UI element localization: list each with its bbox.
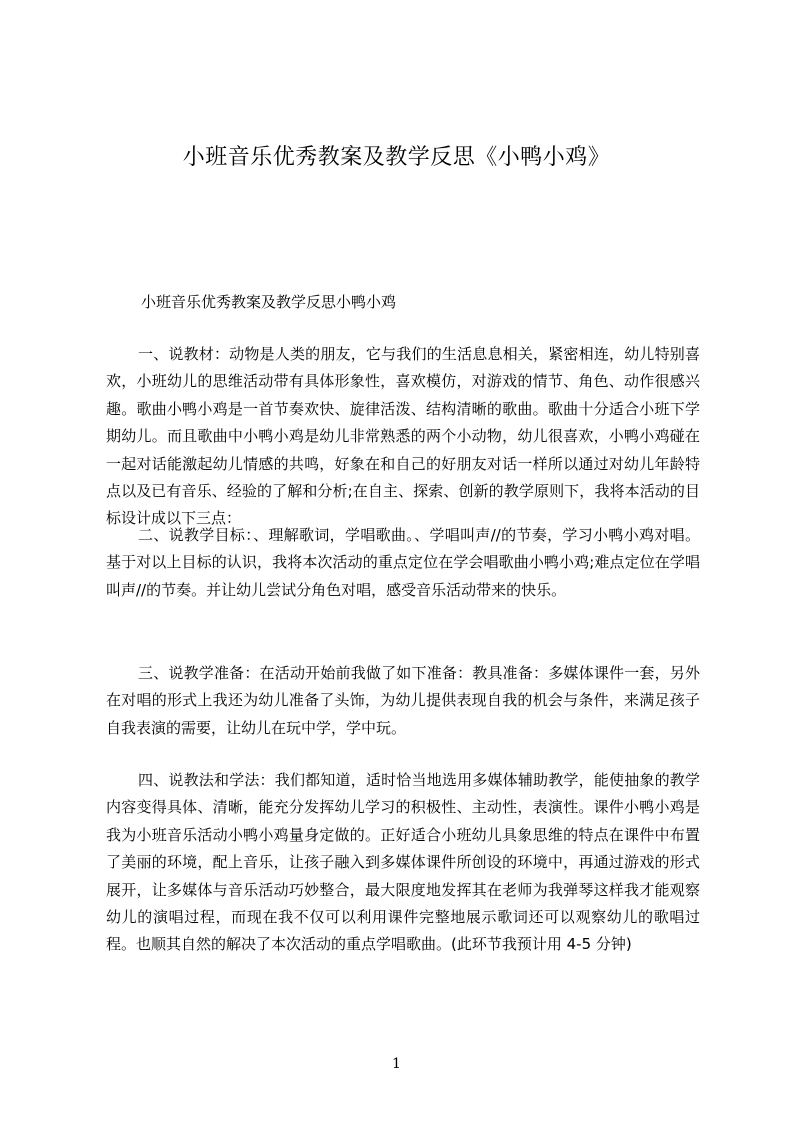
paragraph-teaching-preparation: 三、说教学准备：在活动开始前我做了如下准备：教具准备：多媒体课件一套，另外在对唱的形式上我还为幼儿准备了头饰，为幼儿提供表现自我的机会与条件，来满足孩子自我表演的需要，让幼儿在玩中学，学中玩。 xyxy=(106,664,700,737)
paragraph-teaching-goals: 二、说教学目标：、理解歌词，学唱歌曲。、学唱叫声//的节奏，学习小鸭小鸡对唱。基于对以上目标的认识，我将本次活动的重点定位在学会唱歌曲小鸭小鸡;难点定位在学唱叫声//的节奏。并让幼儿尝试分角色对唱，感受音乐活动带来的快乐。 xyxy=(106,526,700,599)
document-subtitle: 小班音乐优秀教案及教学反思小鸭小鸡 xyxy=(141,293,397,311)
page-number: 1 xyxy=(392,1056,401,1072)
paragraph-teaching-methods: 四、说教法和学法：我们都知道，适时恰当地选用多媒体辅助教学，能使抽象的教学内容变得具体、清晰，能充分发挥幼儿学习的积极性、主动性，表演性。课件小鸭小鸡是我为小班音乐活动小鸭小鸡量身定做的。正好适合小班幼儿具象思维的特点在课件中布置了美丽的环境，配上音乐，让孩子融入到多媒体课件所创设的环境中，再通过游戏的形式展开，让多媒体与音乐活动巧妙整合，最大限度地发挥其在老师为我弹琴这样我才能观察幼儿的演唱过程，而现在我不仅可以利用课件完整地展示歌词还可以观察幼儿的歌唱过程。也顺其自然的解决了本次活动的重点学唱歌曲。(此环节我预计用 4-5 分钟) xyxy=(106,771,700,954)
document-title: 小班音乐优秀教案及教学反思《小鸭小鸡》 xyxy=(182,145,611,170)
paragraph-teaching-material: 一、说教材：动物是人类的朋友，它与我们的生活息息相关，紧密相连，幼儿特别喜欢，小班幼儿的思维活动带有具体形象性，喜欢模仿，对游戏的情节、角色、动作很感兴趣。歌曲小鸭小鸡是一首节奏欢快、旋律活泼、结构清晰的歌曲。歌曲十分适合小班下学期幼儿。而且歌曲中小鸭小鸡是幼儿非常熟悉的两个小动物，幼儿很喜欢，小鸭小鸡碰在一起对话能激起幼儿情感的共鸣，好象在和自己的好朋友对话一样所以通过对幼儿年龄特点以及已有音乐、经验的了解和分析;在自主、探索、创新的教学原则下，我将本活动的目标设计成以下三点： xyxy=(106,345,700,528)
